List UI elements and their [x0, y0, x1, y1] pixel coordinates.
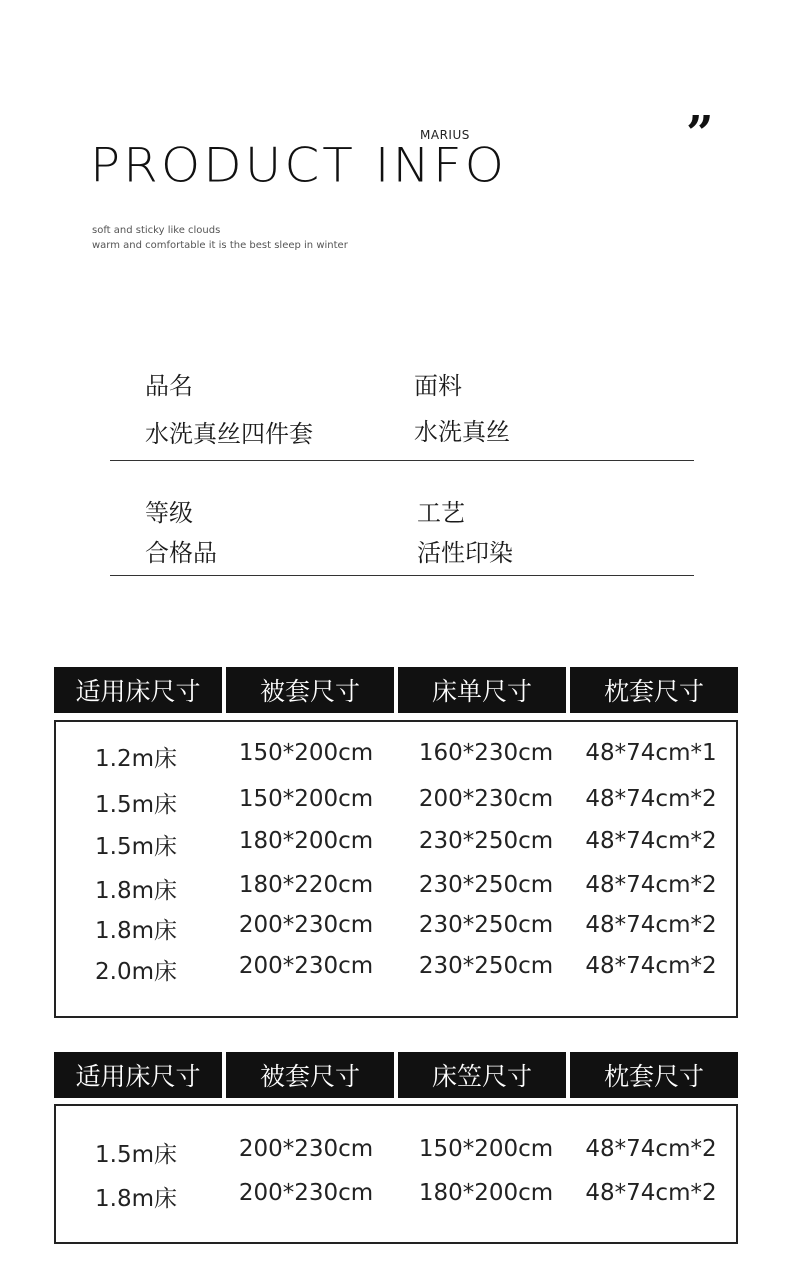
table-row [56, 740, 736, 774]
table2-header-cell: 床笠尺寸 [398, 1052, 566, 1098]
brand-name: MARIUS [420, 128, 470, 142]
table-row [56, 912, 736, 946]
quote-mark-icon: ” [686, 106, 714, 162]
table-cell: 48*74cm*2 [585, 786, 717, 812]
table-cell: 1.5m床 [95, 834, 177, 860]
table-cell: 160*230cm [418, 740, 554, 766]
table-row [56, 786, 736, 820]
table2-header-cell: 枕套尺寸 [570, 1052, 738, 1098]
table-cell: 200*230cm [238, 912, 374, 938]
grade-label: 等级 [145, 499, 193, 527]
table1-body [54, 720, 738, 1018]
table-cell: 48*74cm*2 [585, 1136, 717, 1162]
product-name-value: 水洗真丝四件套 [145, 420, 313, 448]
table-cell: 1.8m床 [95, 878, 177, 904]
table-cell: 1.5m床 [95, 792, 177, 818]
divider-1 [110, 460, 694, 461]
table1-header-cell: 适用床尺寸 [54, 667, 222, 713]
table-cell: 48*74cm*1 [585, 740, 717, 766]
product-name-label: 品名 [145, 372, 193, 400]
table-cell: 1.5m床 [95, 1142, 177, 1168]
table1-header-cell: 床单尺寸 [398, 667, 566, 713]
fabric-value: 水洗真丝 [414, 418, 510, 446]
fabric-label: 面料 [414, 372, 462, 400]
divider-2 [110, 575, 694, 576]
table-cell: 200*230cm [238, 953, 374, 979]
table-cell: 230*250cm [418, 872, 554, 898]
grade-value: 合格品 [145, 539, 217, 567]
table-cell: 48*74cm*2 [585, 953, 717, 979]
table-cell: 230*250cm [418, 953, 554, 979]
table2-body [54, 1104, 738, 1244]
tagline-1: soft and sticky like clouds [92, 225, 221, 236]
table-cell: 180*200cm [238, 828, 374, 854]
table-cell: 150*200cm [418, 1136, 554, 1162]
table-row [56, 953, 736, 987]
table-cell: 200*230cm [238, 1136, 374, 1162]
table-cell: 230*250cm [418, 828, 554, 854]
process-value: 活性印染 [417, 539, 513, 567]
table1-header-cell: 被套尺寸 [226, 667, 394, 713]
table-cell: 1.8m床 [95, 1186, 177, 1212]
table-cell: 200*230cm [418, 786, 554, 812]
table-cell: 200*230cm [238, 1180, 374, 1206]
table-cell: 230*250cm [418, 912, 554, 938]
table-cell: 2.0m床 [95, 959, 177, 985]
table-cell: 180*200cm [418, 1180, 554, 1206]
table-cell: 48*74cm*2 [585, 828, 717, 854]
table-cell: 180*220cm [238, 872, 374, 898]
table-row [56, 1136, 736, 1170]
table-cell: 48*74cm*2 [585, 1180, 717, 1206]
table-cell: 1.8m床 [95, 918, 177, 944]
table-row [56, 872, 736, 906]
process-label: 工艺 [417, 499, 465, 527]
table-row [56, 828, 736, 862]
table-cell: 150*200cm [238, 786, 374, 812]
table-cell: 150*200cm [238, 740, 374, 766]
page-title: PRODUCT INFO [90, 138, 507, 194]
table1-header [54, 667, 738, 713]
table-cell: 48*74cm*2 [585, 872, 717, 898]
table-cell: 1.2m床 [95, 746, 177, 772]
table2-header-cell: 被套尺寸 [226, 1052, 394, 1098]
table1-header-cell: 枕套尺寸 [570, 667, 738, 713]
tagline-2: warm and comfortable it is the best sleep in winter [92, 240, 348, 251]
table-row [56, 1180, 736, 1214]
table-cell: 48*74cm*2 [585, 912, 717, 938]
table2-header [54, 1052, 738, 1098]
table2-header-cell: 适用床尺寸 [54, 1052, 222, 1098]
